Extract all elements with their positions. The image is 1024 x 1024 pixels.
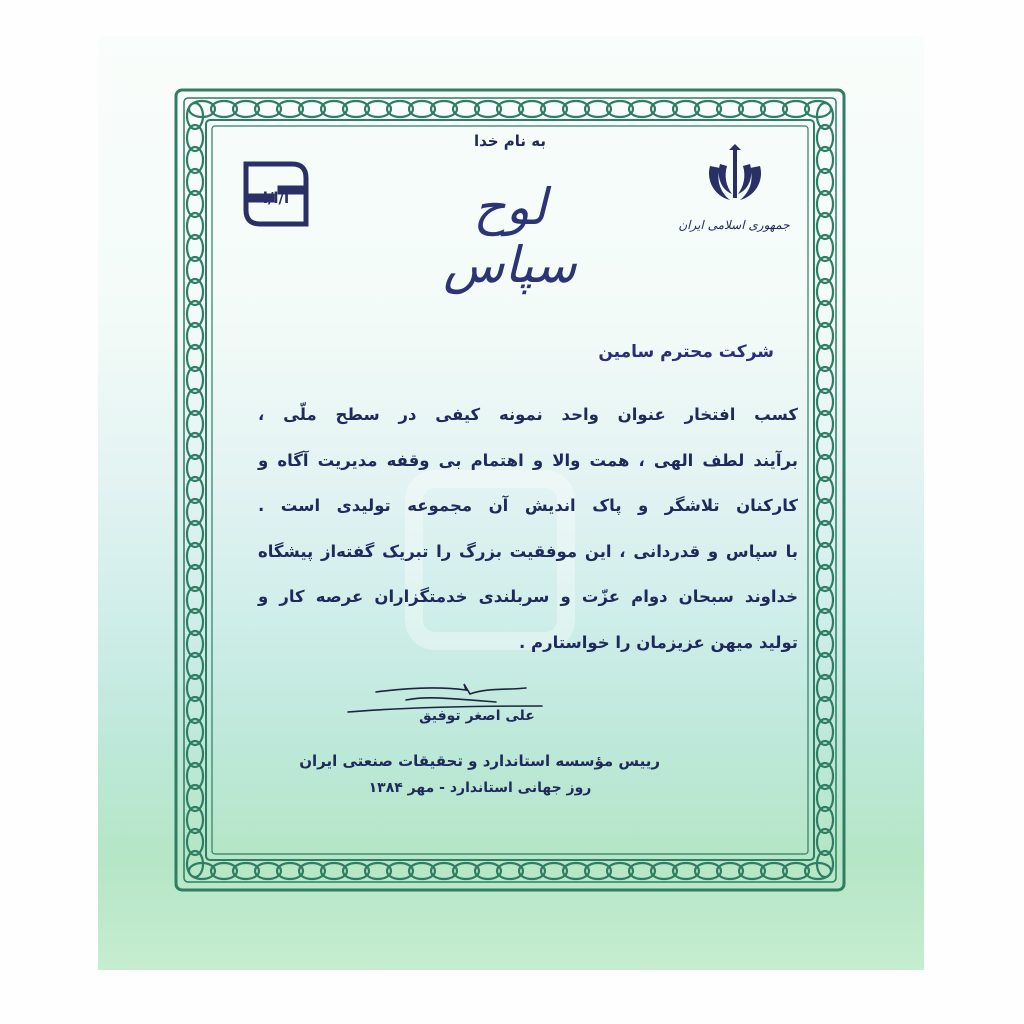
emblem-caption: جمهوری اسلامی ایران [678,218,790,232]
body-line: با سپاس و قدردانی ، این موفقیت بزرگ را تبریک گفته‌از پیشگاه [258,541,798,561]
invocation-text: به نام خدا [473,132,547,150]
body-line: کسب افتخار عنوان واحد نمونه کیفی در سطح ملّی ، [258,405,798,424]
isiri-logo [240,158,312,230]
body-line: برآیند لطف الهی ، همت والا و اهتمام بی وقفه مدیریت آگاه و [258,450,798,470]
signer-position: رییس مؤسسه استاندارد و تحقیقات صنعتی ایران [299,752,660,770]
body-line: کارکنان تلاشگر و پاک اندیش آن مجموعه تولیدی است . [258,496,798,515]
svg-text:ا/ا/ا: ا/ا/ا [262,189,290,207]
certificate-title: لوح سپاس [443,178,577,294]
certificate-body [258,392,798,665]
body-line: تولید میهن عزیزمان را خواستارم . [519,632,798,652]
date-line: روز جهانی استاندارد - مهر ۱۳۸۴ [368,780,592,796]
iran-emblem-icon [700,144,770,204]
signer-name: علی اصغر توفیق [419,708,535,724]
recipient: شرکت محترم سامین [598,342,774,362]
body-line: خداوند سبحان دوام عزّت و سربلندی خدمتگزاران عرصه کار و [258,587,798,606]
